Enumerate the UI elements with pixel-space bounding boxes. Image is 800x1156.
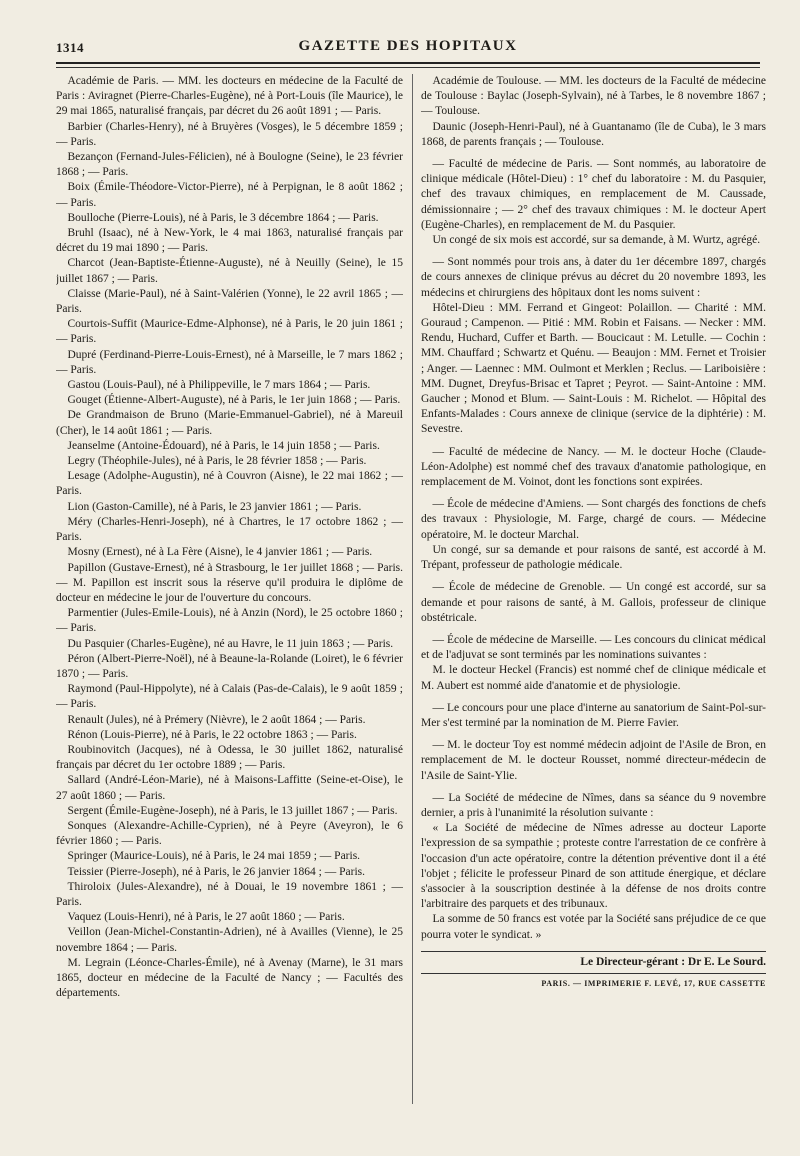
header-rule-thin bbox=[56, 67, 760, 68]
paragraph: M. Legrain (Léonce-Charles-Émile), né à Avenay (Marne), le 31 mars 1865, docteur en médecine de la Faculté de Nancy ; — Facultés des départements. bbox=[56, 956, 403, 1000]
paragraph: — Faculté de médecine de Nancy. — M. le docteur Hoche (Claude-Léon-Adolphe) est nommé chef des travaux d'anatomie pathologique, en remplacement de M. Voinot, dont les fonctions sont expirées. bbox=[421, 445, 766, 489]
paragraph: M. le docteur Heckel (Francis) est nommé chef de clinique médicale et M. Aubert est nommé aide d'anatomie et de physiologie. bbox=[421, 664, 766, 692]
paragraph: Méry (Charles-Henri-Joseph), né à Chartres, le 17 octobre 1862 ; — Paris. bbox=[56, 515, 403, 544]
paragraph: Rénon (Louis-Pierre), né à Paris, le 22 octobre 1863 ; — Paris. bbox=[67, 728, 357, 741]
paragraph: « La Société de médecine de Nîmes adresse au docteur Laporte l'expression de sa sympathie ; proteste contre l'arrestation de ce confrère à l'occasion d'un acte opératoire, contre la détention préventive dont il a été l'objet ; félicite le professeur Pinard de son attitude énergique, et déclare s'associer à la souscription destinée à la défense de nos droits contre l'arbitraire des parquets et des tribunaux. bbox=[421, 822, 766, 911]
paragraph: Claisse (Marie-Paul), né à Saint-Valérien (Yonne), le 22 avril 1865 ; — Paris. bbox=[56, 287, 403, 316]
column-divider bbox=[412, 74, 413, 1104]
paragraph: Renault (Jules), né à Prémery (Nièvre), le 2 août 1864 ; — Paris. bbox=[67, 713, 366, 726]
left-column bbox=[56, 74, 403, 1114]
paragraph: Sergent (Émile-Eugène-Joseph), né à Paris, le 13 juillet 1867 ; — Paris. bbox=[67, 804, 398, 817]
paragraph: Du Pasquier (Charles-Eugène), né au Havre, le 11 juin 1863 ; — Paris. bbox=[67, 637, 394, 650]
signature-rule bbox=[421, 973, 766, 974]
paragraph: — Le concours pour une place d'interne au sanatorium de Saint-Pol-sur-Mer s'est terminé par la nomination de M. Pierre Favier. bbox=[421, 701, 766, 729]
paragraph: Raymond (Paul-Hippolyte), né à Calais (Pas-de-Calais), le 9 août 1859 ; — Paris. bbox=[56, 683, 403, 711]
paragraph: Académie de Paris. — MM. les docteurs en médecine de la Faculté de Paris : Aviragnet (Pierre-Charles-Eugène), né à Port-Louis (île Maurice), le 29 mai 1865, naturalisé français, par décret du 26 août 1891 ; — Paris. bbox=[56, 75, 403, 118]
paragraph: — Sont nommés pour trois ans, à dater du 1er décembre 1897, chargés de cours annexes de clinique prévus au décret du 20 novembre 1893, les médecins et chirurgiens des hôpitaux dont les noms suivent : bbox=[421, 256, 766, 299]
paragraph: Académie de Toulouse. — MM. les docteurs de la Faculté de médecine de Toulouse : Baylac (Joseph-Sylvain), né à Tarbes, le 8 novembre 1867 ; — Toulouse. bbox=[421, 75, 766, 118]
page-header bbox=[56, 32, 760, 62]
journal-title: GAZETTE DES HOPITAUX bbox=[298, 38, 518, 54]
paragraph: Lesage (Adolphe-Augustin), né à Couvron (Aisne), le 22 mai 1862 ; — Paris. bbox=[56, 470, 403, 498]
paragraph: Gouget (Étienne-Albert-Auguste), né à Paris, le 1er juin 1868 ; — Paris. bbox=[67, 394, 401, 407]
paragraph: Boix (Émile-Théodore-Victor-Pierre), né à Perpignan, le 8 août 1862 ; — Paris. bbox=[56, 181, 403, 209]
paragraph: — École de médecine de Grenoble. — Un congé est accordé, sur sa demande et pour raisons de santé, à M. Gallois, professeur de clinique obstétricale. bbox=[421, 581, 766, 624]
paragraph: Barbier (Charles-Henry), né à Bruyères (Vosges), le 5 décembre 1859 ; — Paris. bbox=[56, 120, 403, 148]
paragraph: — École de médecine de Marseille. — Les concours du clinicat médical et de l'adjuvat se sont terminés par les nominations suivantes : bbox=[421, 633, 766, 662]
director-signature: Le Directeur-gérant : Dr E. Le Sourd. bbox=[421, 951, 766, 970]
paragraph: Parmentier (Jules-Emile-Louis), né à Anzin (Nord), le 25 octobre 1860 ; — Paris. bbox=[56, 607, 403, 635]
paragraph: Un congé de six mois est accordé, sur sa demande, à M. Wurtz, agrégé. bbox=[432, 234, 761, 247]
paragraph: — École de médecine d'Amiens. — Sont chargés des fonctions de chefs des travaux : Physiologie, M. Farge, chargé de cours. — Médecine opératoire, M. le docteur Marchal. bbox=[421, 498, 766, 541]
paragraph: Teissier (Pierre-Joseph), né à Paris, le 26 janvier 1864 ; — Paris. bbox=[67, 865, 365, 878]
paragraph: Sonques (Alexandre-Achille-Cyprien), né à Peyre (Aveyron), le 6 février 1860 ; — Paris. bbox=[56, 819, 403, 848]
paragraph: Papillon (Gustave-Ernest), né à Strasbourg, le 1er juillet 1868 ; — Paris. — M. Papillon est inscrit sous la réserve qu'il produira le diplôme de docteur en médecine le jour de l'ouverture du concours. bbox=[56, 561, 403, 604]
paragraph: Bezançon (Fernand-Jules-Félicien), né à Boulogne (Seine), le 23 février 1868 ; — Paris. bbox=[56, 151, 403, 179]
paragraph: Roubinovitch (Jacques), né à Odessa, le 30 juillet 1862, naturalisé français par décret du 1er octobre 1889 ; — Paris. bbox=[56, 743, 403, 772]
paragraph: Courtois-Suffit (Maurice-Edme-Alphonse), né à Paris, le 20 juin 1861 ; — Paris. bbox=[56, 318, 403, 346]
paragraph: Legry (Théophile-Jules), né à Paris, le 28 février 1858 ; — Paris. bbox=[67, 455, 367, 468]
paragraph: — M. le docteur Toy est nommé médecin adjoint de l'Asile de Bron, en remplacement de M. le docteur Rousset, nommé directeur-médecin de l'Asile de Saint-Ylie. bbox=[421, 739, 766, 782]
paragraph: Vaquez (Louis-Henri), né à Paris, le 27 août 1860 ; — Paris. bbox=[67, 911, 345, 924]
paragraph: Sallard (André-Léon-Marie), né à Maisons-Laffitte (Seine-et-Oise), le 27 août 1860 ; — Paris. bbox=[56, 774, 403, 802]
paragraph: Veillon (Jean-Michel-Constantin-Adrien), né à Availles (Vienne), le 25 novembre 1864 ; — Paris. bbox=[56, 926, 403, 954]
right-column bbox=[421, 74, 766, 1114]
paragraph: Lion (Gaston-Camille), né à Paris, le 23 janvier 1861 ; — Paris. bbox=[67, 500, 362, 513]
paragraph: Springer (Maurice-Louis), né à Paris, le 24 mai 1859 ; — Paris. bbox=[67, 850, 361, 863]
right-column-paragraphs bbox=[421, 74, 766, 943]
paragraph: Thiroloix (Jules-Alexandre), né à Douai, le 19 novembre 1861 ; — Paris. bbox=[56, 880, 403, 908]
paragraph: Hôtel-Dieu : MM. Ferrand et Gingeot: Polaillon. — Charité : MM. Gouraud ; Campenon. — Pitié : MM. Robin et Faisans. — Necker : MM. Rendu, Huchard, Cuffer et Barth. — Boucicaut : M. Letulle. — Cochin : MM. Chauffard ; Schwartz et Quénu. — Beaujon : MM. Fernet et Troisier ; Anger. — Laennec : MM. Oulmont et Merklen ; Reclus. — Lariboisière : MM. Dugnet, Dreyfus-Brisac et Tapret ; Peyrot. — Saint-Antoine : MM. Gaucher ; Monod et Blum. — Saint-Louis : M. Richelot. — Hôpital des Enfants-Malades : Cours annexe de clinique (service de la diphtérie) : M. Sevestre. bbox=[421, 301, 766, 436]
page-number: 1314 bbox=[56, 40, 84, 55]
paragraph: Mosny (Ernest), né à La Fère (Aisne), le 4 janvier 1861 ; — Paris. bbox=[67, 546, 373, 559]
paragraph: Jeanselme (Antoine-Édouard), né à Paris, le 14 juin 1858 ; — Paris. bbox=[67, 439, 380, 452]
paragraph: Dupré (Ferdinand-Pierre-Louis-Ernest), né à Marseille, le 7 mars 1862 ; — Paris. bbox=[56, 348, 403, 376]
printer-imprint: PARIS. — IMPRIMERIE F. LEVÉ, 17, RUE CASSETTE bbox=[541, 978, 766, 988]
paragraph: La somme de 50 francs est votée par la Société sans préjudice de ce que pourra voter le syndicat. » bbox=[421, 913, 766, 941]
paragraph: — Faculté de médecine de Paris. — Sont nommés, au laboratoire de clinique médicale (Hôtel-Dieu) : 1° chef du laboratoire : M. du Pasquier, chef des travaux chimiques, en remplacement de M. Caussade, démissionnaire ; — 2° chef des travaux chimiques : M. le docteur Apert (Eugène-Charles), en remplacement de M. du Pasquier. bbox=[421, 158, 766, 231]
paragraph: Un congé, sur sa demande et pour raisons de santé, est accordé à M. Trépant, professeur de pathologie médicale. bbox=[421, 543, 766, 572]
paragraph: De Grandmaison de Bruno (Marie-Emmanuel-Gabriel), né à Mareuil (Cher), le 14 août 1861 ; — Paris. bbox=[56, 409, 403, 437]
paragraph: — La Société de médecine de Nîmes, dans sa séance du 9 novembre dernier, a pris à l'unanimité la résolution suivante : bbox=[421, 791, 766, 819]
paragraph: Daunic (Joseph-Henri-Paul), né à Guantanamo (île de Cuba), le 3 mars 1868, de parents français ; — Toulouse. bbox=[421, 120, 766, 148]
paragraph: Péron (Albert-Pierre-Noël), né à Beaune-la-Rolande (Loiret), le 6 février 1870 ; — Paris. bbox=[56, 652, 403, 680]
paragraph: Boulloche (Pierre-Louis), né à Paris, le 3 décembre 1864 ; — Paris. bbox=[67, 211, 379, 224]
paragraph: Charcot (Jean-Baptiste-Étienne-Auguste), né à Neuilly (Seine), le 15 juillet 1867 ; — Paris. bbox=[56, 257, 403, 285]
header-rule-thick bbox=[56, 62, 760, 64]
paragraph: Bruhl (Isaac), né à New-York, le 4 mai 1863, naturalisé français par décret du 19 mai 1890 ; — Paris. bbox=[56, 227, 403, 255]
paragraph: Gastou (Louis-Paul), né à Philippeville, le 7 mars 1864 ; — Paris. bbox=[67, 379, 371, 392]
